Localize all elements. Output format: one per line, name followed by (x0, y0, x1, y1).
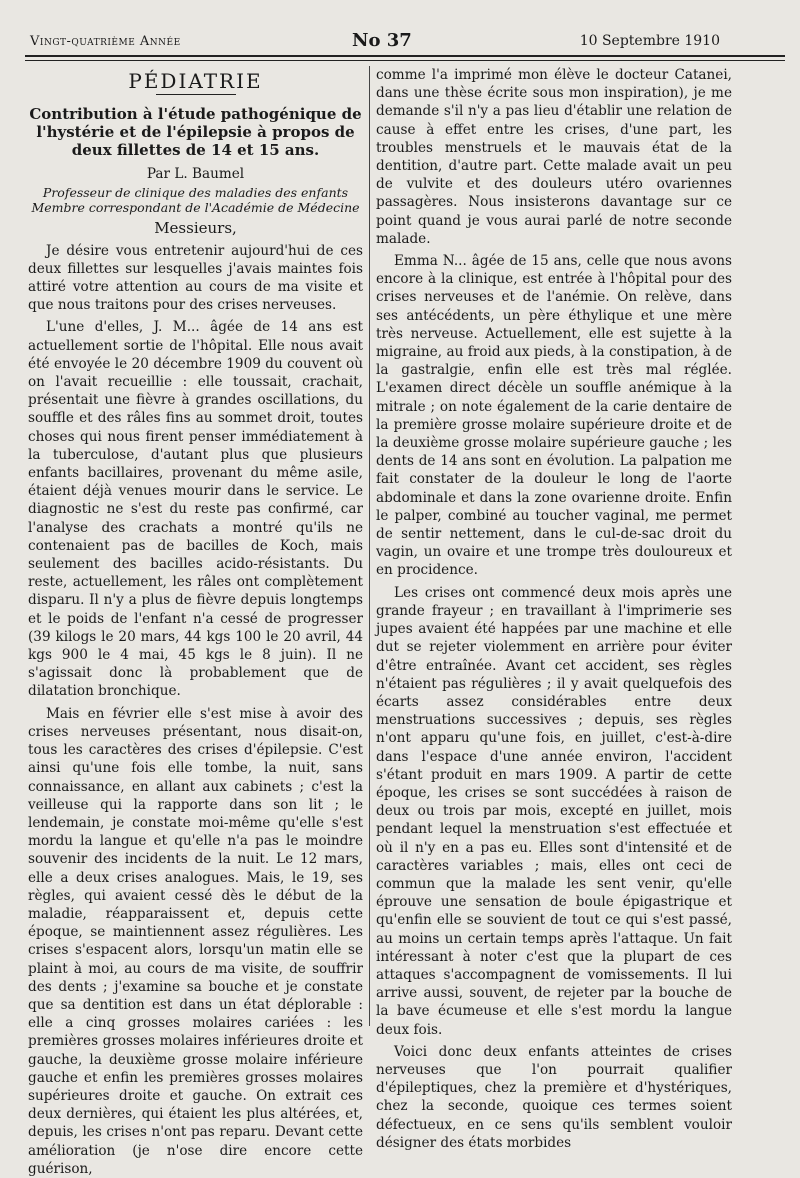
salutation: Messieurs, (154, 219, 237, 238)
issue-year: Vingt-quatrième Année (30, 34, 181, 49)
section-title: PÉDIATRIE (128, 69, 263, 93)
paragraph: Les crises ont commencé deux mois après une grande frayeur ; en travaillant à l'imprimerie ses jupes avaient été happées par une machine et elle dut se rejeter violemment en arrière pour éviter d'être entraînée. Avant cet accident, ses règles n'étaient pas régulières ; il y avait quelquefois des écarts assez considérables entre deux menstruations successives ; depuis, ses règles n'ont apparu qu'une fois, en juillet, c'est-à-dire dans l'espace d'une année environ, l'accident s'étant produit en mars 1909. A partir de cette époque, les crises se sont succédées à raison de deux ou trois par mois, excepté en juillet, mois pendant lequel la menstruation s'est effectuée et où il n'y en a pas eu. Elles sont d'intensité et de caractères variables ; mais, elles ont ceci de commun que la malade les sent venir, qu'elle éprouve une sensation de boule épigastrique et qu'enfin elle se souvient de tout ce qui s'est passé, au moins un certain temps après l'attaque. Un fait intéressant à noter c'est que la plupart de ces attaques s'accompagnent de vomissements. Il lui arrive aussi, souvent, de rejeter par la bouche de la bave écumeuse et elle s'est mordu la langue deux fois. (376, 584, 732, 1038)
right-column (376, 66, 732, 1151)
author-affiliation-1: Professeur de clinique des maladies des enfants (42, 185, 349, 201)
header-rule (25, 55, 785, 57)
paragraph: Je désire vous entretenir aujourd'hui de ces deux fillettes sur lesquelles j'avais maintes fois attiré votre attention au cours de ma visite et que nous traitons pour des crises nerveuses. (28, 242, 363, 314)
issue-date: 10 Septembre 1910 (579, 33, 720, 49)
paragraph: comme l'a imprimé mon élève le docteur Catanei, dans une thèse écrite sous mon inspiration), je me demande s'il n'y a pas lieu d'établir une relation de cause à effet entre les crises, d'une part, les troubles menstruels et le mauvais état de la dentition, d'autre part. Cette malade avait un peu de vulvite et des douleurs utéro ovariennes passagères. Nous insisterons davantage sur ce point quand je vous aurai parlé de notre seconde malade. (376, 67, 732, 247)
author-affiliation-2: Membre correspondant de l'Académie de Médecine (31, 200, 360, 216)
article-title: Contribution à l'étude pathogénique de l'hystérie et de l'épilepsie à propos de deux fillettes de 14 et 15 ans. (29, 105, 362, 160)
issue-number: No 37 (352, 30, 412, 51)
section-rule (156, 94, 236, 95)
header-rule-thin (25, 60, 785, 61)
article-byline: Par L. Baumel (146, 166, 245, 183)
paragraph: Emma N... âgée de 15 ans, celle que nous avons encore à la clinique, est entrée à l'hôpital pour des crises nerveuses et de l'anémie. On relève, dans ses antécédents, un père éthylique et une mère très nerveuse. Actuellement, elle est sujette à la migraine, au froid aux pieds, à la constipation, à de la gastralgie, enfin elle est très mal réglée. L'examen direct décèle un souffle anémique à la mitrale ; on note également de la carie dentaire de la première grosse molaire supérieure droite et de la deuxième grosse molaire supérieure gauche ; les dents de 14 ans sont en évolution. La palpation me fait constater de la douleur le long de l'aorte abdominale et dans la zone ovarienne droite. Enfin le palper, combiné au toucher vaginal, me permet de sentir nettement, dans le cul-de-sac droit du vagin, un ovaire et une trompe très douloureux et en procidence. (376, 253, 732, 579)
paragraph: Voici donc deux enfants atteintes de crises nerveuses que l'on pourrait qualifier d'épileptiques, chez la première et d'hystériques, chez la seconde, quoique ces termes soient défectueux, en ce sens qu'ils semblent vouloir désigner des états morbides (376, 1043, 732, 1151)
column-divider (369, 66, 370, 1026)
paragraph: L'une d'elles, J. M... âgée de 14 ans est actuellement sortie de l'hôpital. Elle nous avait été envoyée le 20 décembre 1909 du couvent où on l'avait recueillie : elle toussait, crachait, présentait une fièvre à grandes oscillations, du souffle et des râles fins au sommet droit, toutes choses qui nous firent penser immédiatement à la tuberculose, d'autant plus que plusieurs enfants bacillaires, provenant du même asile, étaient déjà venues mourir dans le service. Le diagnostic ne s'est du reste pas confirmé, car l'analyse des crachats a montré qu'ils ne contenaient pas de bacilles de Koch, mais seulement des bacilles acido-résistants. Du reste, actuellement, les râles ont complètement disparu. Il n'y a plus de fièvre depuis longtemps et le poids de l'enfant n'a cessé de progresser (39 kilogs le 20 mars, 44 kgs 100 le 20 avril, 44 kgs 900 le 4 mai, 45 kgs le 8 juin). Il ne s'agissait donc là probablement que de dilatation bronchique. (28, 319, 363, 700)
paragraph: Mais en février elle s'est mise à avoir des crises nerveuses présentant, nous disait-on, tous les caractères des crises d'épilepsie. C'est ainsi qu'une fois elle tombe, la nuit, sans connaissance, en allant aux cabinets ; c'est la veilleuse qui la rapporte dans son lit ; le lendemain, je constate moi-même qu'elle s'est mordu la langue et qu'elle n'a pas le moindre souvenir des incidents de la nuit. Le 12 mars, elle a deux crises analogues. Mais, le 19, ses règles, qui avaient cessé dès le début de la maladie, réapparaissent et, depuis cette époque, se maintiennent assez régulières. Les crises s'espacent alors, lorsqu'un matin elle se plaint à moi, au cours de ma visite, de souffrir des dents ; j'examine sa bouche et je constate que sa dentition est dans un état déplorable : elle a cinq grosses molaires cariées : les premières grosses molaires inférieures droite et gauche, la deuxième grosse molaire inférieure gauche et enfin les premières grosses molaires supérieures droite et gauche. On extrait ces deux dernières, qui étaient les plus altérées, et, depuis, les crises n'ont pas reparu. Devant cette amélioration (je n'ose dire encore cette guérison, (28, 705, 363, 1177)
page-header (30, 30, 720, 54)
left-column (28, 66, 363, 1177)
